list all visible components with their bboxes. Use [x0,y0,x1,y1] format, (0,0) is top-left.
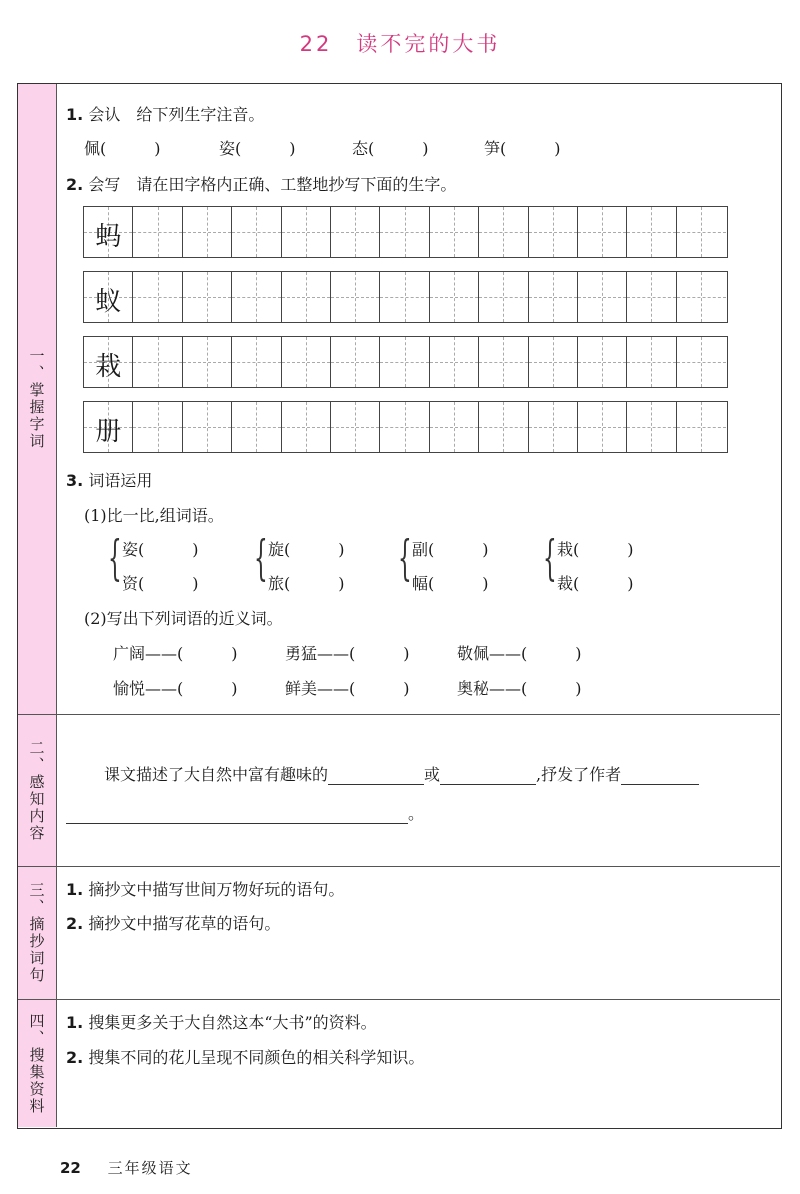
q2-heading: 2. 会写 请在田字格内正确、工整地抄写下面的生字。 [66,175,457,194]
compare-word[interactable]: 姿( ) [122,540,199,559]
answer-blank[interactable] [621,766,699,785]
brace: { [398,530,412,586]
q1-item[interactable]: 态( ) [352,139,429,158]
synonym-item[interactable]: 勇猛——( ) [285,644,410,663]
fill-sentence-cont: 。 [66,801,424,824]
compare-word[interactable]: 幅( ) [412,574,489,593]
answer-blank[interactable] [440,766,536,785]
compare-word[interactable]: 副( ) [412,540,489,559]
section-label: 四、搜集资料 [18,1000,57,1127]
writing-grid[interactable] [83,336,728,388]
model-char: 册 [95,417,122,447]
answer-blank[interactable] [328,766,424,785]
excerpt-task[interactable]: 2. 摘抄文中描写花草的语句。 [66,914,281,933]
model-char: 栽 [95,352,122,382]
synonym-item[interactable]: 奥秘——( ) [457,679,582,698]
synonym-item[interactable]: 敬佩——( ) [457,644,582,663]
answer-blank[interactable] [66,805,408,824]
compare-word[interactable]: 旋( ) [268,540,345,559]
page-footer [60,1157,193,1178]
section-vocabulary [18,84,780,715]
book-name: 三年级语文 [107,1159,193,1177]
model-char: 蚂 [95,222,122,252]
section-comprehension [18,715,780,867]
section-label: 一、掌握字词 [18,84,57,714]
q1-item[interactable]: 姿( ) [219,139,296,158]
synonym-item[interactable]: 鲜美——( ) [285,679,410,698]
lesson-title: 读不完的大书 [356,32,501,56]
worksheet-frame [17,83,782,1129]
section-label: 三、摘抄词句 [18,867,57,999]
synonym-item[interactable]: 愉悦——( ) [113,679,238,698]
compare-word[interactable]: 裁( ) [557,574,634,593]
writing-grid[interactable] [83,206,728,258]
lesson-number: 22 [299,32,333,56]
q3-sub2: (2)写出下列词语的近义词。 [84,609,283,628]
brace: { [254,530,268,586]
writing-grid[interactable] [83,271,728,323]
page-title [0,28,800,58]
brace: { [108,530,122,586]
compare-word[interactable]: 栽( ) [557,540,634,559]
section-research [18,1000,780,1127]
q3-sub1: (1)比一比,组词语。 [84,506,224,525]
excerpt-task[interactable]: 1. 摘抄文中描写世间万物好玩的语句。 [66,880,345,899]
section-label: 二、感知内容 [18,715,57,866]
research-task[interactable]: 2. 搜集不同的花儿呈现不同颜色的相关科学知识。 [66,1048,425,1067]
q1-heading: 1. 会认 给下列生字注音。 [66,105,265,124]
q1-item[interactable]: 佩( ) [84,139,161,158]
writing-grid[interactable] [83,401,728,453]
compare-word[interactable]: 旅( ) [268,574,345,593]
compare-word[interactable]: 资( ) [122,574,199,593]
page-number: 22 [60,1159,81,1177]
synonym-item[interactable]: 广阔——( ) [113,644,238,663]
fill-sentence: 课文描述了大自然中富有趣味的 或 ,抒发了作者 [104,762,699,785]
section-excerpt [18,867,780,1000]
q1-item[interactable]: 笋( ) [484,139,561,158]
q3-heading: 3. 词语运用 [66,471,153,490]
model-char: 蚁 [95,287,122,317]
research-task[interactable]: 1. 搜集更多关于大自然这本“大书”的资料。 [66,1013,377,1032]
brace: { [543,530,557,586]
